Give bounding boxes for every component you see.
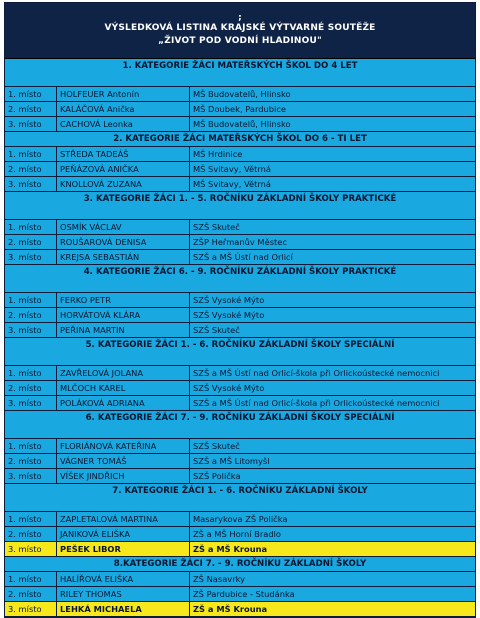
place-cell: 3. místo — [5, 323, 57, 337]
name-cell: JANIKOVÁ ELIŠKA — [57, 527, 190, 541]
table-row — [5, 602, 475, 617]
category-label: 5. KATEGORIE ŽÁCI 1. - 6. ROČNÍKU ZÁKLADNÍ ŠKOLY SPECIÁLNÍ — [85, 340, 395, 350]
school-cell: MŠ Doubek, Pardubice — [193, 104, 286, 114]
school-cell: ZŠP Heřmanův Městec — [193, 237, 287, 247]
school-cell: SZŠ a MŠ Litomyšl — [193, 456, 270, 466]
name-cell: HALÍŘOVÁ ELIŠKA — [57, 572, 190, 586]
place-cell: 3. místo — [5, 117, 57, 131]
school-cell: SZŠ Polička — [193, 471, 241, 481]
title-line-1: VÝSLEDKOVÁ LISTINA KRAJSKÉ VÝTVARNÉ SOUTĚŽE — [104, 22, 376, 33]
place-cell: 2. místo — [5, 162, 57, 176]
table-row — [5, 235, 475, 250]
place-cell: 1. místo — [5, 87, 57, 101]
table-row — [5, 87, 475, 102]
table-row — [5, 512, 475, 527]
school-cell: MŠ Budovatelů, Hlinsko — [193, 119, 291, 129]
table-row — [5, 527, 475, 542]
name-cell: KALÁČOVÁ Anička — [57, 102, 190, 116]
place-cell: 3. místo — [5, 396, 57, 410]
school-cell: MŠ Svitavy, Větrná — [193, 164, 271, 174]
school-cell: SZŠ a MŠ Ústí nad Orlicí — [193, 252, 293, 262]
category-label: 3. KATEGORIE ŽÁCI 1. - 5. ROČNÍKU ZÁKLADNÍ ŠKOLY PRAKTICKÉ — [83, 194, 397, 204]
table-row — [5, 162, 475, 177]
place-cell: 1. místo — [5, 293, 57, 307]
school-cell: MŠ Budovatelů, Hlinsko — [193, 89, 291, 99]
table-row — [5, 102, 475, 117]
name-cell: PEŠEK LIBOR — [57, 542, 190, 556]
school-cell: ZŠ a MŠ Krouna — [193, 544, 268, 554]
table-row — [5, 542, 475, 557]
category-label: 2. KATEGORIE ŽÁCI MATEŘSKÝCH ŠKOL DO 6 - TI LET — [113, 134, 367, 144]
place-cell: 1. místo — [5, 572, 57, 586]
place-cell: 2. místo — [5, 587, 57, 601]
school-cell: SZŠ a MŠ Ústí nad Orlicí-škola při Orlickoústecké nemocnici — [193, 368, 440, 378]
place-cell: 1. místo — [5, 512, 57, 526]
category-header-4 — [5, 265, 475, 293]
name-cell: VÁGNER TOMÁŠ — [57, 454, 190, 468]
place-cell: 1. místo — [5, 439, 57, 453]
place-cell: 1. místo — [5, 220, 57, 234]
place-cell: 2. místo — [5, 235, 57, 249]
category-header-7 — [5, 484, 475, 512]
name-cell: KNOLLOVÁ ZUZANA — [57, 177, 190, 191]
name-cell: HORVÁTOVÁ KLÁRA — [57, 308, 190, 322]
table-row — [5, 469, 475, 484]
place-cell: 2. místo — [5, 102, 57, 116]
school-cell: SZŠ Vysoké Mýto — [193, 383, 265, 393]
table-row — [5, 439, 475, 454]
school-cell: ZŠ Pardubice - Studánka — [193, 589, 295, 599]
table-row — [5, 381, 475, 396]
results-body — [5, 59, 475, 617]
name-cell: RILEY THOMAS — [57, 587, 190, 601]
place-cell: 3. místo — [5, 542, 57, 556]
place-cell: 2. místo — [5, 527, 57, 541]
table-row — [5, 396, 475, 411]
table-row — [5, 572, 475, 587]
school-cell: MŠ Svitavy, Větrná — [193, 179, 271, 189]
school-cell: ZŠ a MŠ Krouna — [193, 604, 268, 614]
name-cell: CACHOVÁ Leonka — [57, 117, 190, 131]
name-cell: ZAPLETALOVÁ MARTINA — [57, 512, 190, 526]
table-row — [5, 293, 475, 308]
results-table — [4, 2, 476, 618]
name-cell: STŘEDA TADEÁŠ — [57, 147, 190, 161]
name-cell: LEHKÁ MICHAELA — [57, 602, 190, 616]
school-cell: ZŠ a MŠ Horní Bradlo — [193, 529, 281, 539]
table-row — [5, 147, 475, 162]
name-cell: KREJSA SEBASTIÁN — [57, 250, 190, 264]
category-label: 8.KATEGORIE ŽÁCI 7. - 9. ROČNÍKU ZÁKLADNÍ ŠKOLY — [113, 559, 367, 569]
title-mark: ; — [238, 12, 242, 23]
category-header-1 — [5, 59, 475, 87]
table-row — [5, 220, 475, 235]
table-row — [5, 117, 475, 132]
place-cell: 2. místo — [5, 381, 57, 395]
school-cell: Masarykova ZŠ Polička — [193, 514, 288, 524]
category-header-6 — [5, 411, 475, 439]
school-cell: SZŠ Skuteč — [193, 222, 240, 232]
category-header-8 — [5, 557, 475, 572]
name-cell: PEŘINA MARTIN — [57, 323, 190, 337]
name-cell: PEŇÁZOVÁ ANIČKA — [57, 162, 190, 176]
name-cell: POLÁKOVÁ ADRIANA — [57, 396, 190, 410]
school-cell: MŠ Hrdinice — [193, 149, 243, 159]
title-line-2: „ŽIVOT POD VODNÍ HLADINOU" — [158, 35, 322, 46]
school-cell: SZŠ a MŠ Ústí nad Orlicí-škola při Orlickoústecké nemocnici — [193, 398, 440, 408]
name-cell: MLČOCH KAREL — [57, 381, 190, 395]
table-row — [5, 250, 475, 265]
table-row — [5, 454, 475, 469]
category-label: 4. KATEGORIE ŽÁCI 6. - 9. ROČNÍKU ZÁKLADNÍ ŠKOLY PRAKTICKÉ — [83, 267, 397, 277]
place-cell: 1. místo — [5, 147, 57, 161]
document-title — [5, 3, 475, 59]
name-cell: FLORIÁNOVÁ KATEŘINA — [57, 439, 190, 453]
table-row — [5, 308, 475, 323]
school-cell: SZŠ Skuteč — [193, 441, 240, 451]
table-row — [5, 177, 475, 192]
category-header-3 — [5, 192, 475, 220]
name-cell: ZAVŘELOVÁ JOLANA — [57, 366, 190, 380]
school-cell: SZŠ Vysoké Mýto — [193, 310, 265, 320]
name-cell: OSMÍK VÁCLAV — [57, 220, 190, 234]
category-header-5 — [5, 338, 475, 366]
place-cell: 3. místo — [5, 177, 57, 191]
school-cell: ZŠ Nasavrky — [193, 574, 246, 584]
place-cell: 3. místo — [5, 602, 57, 616]
name-cell: VÍŠEK JINDŘICH — [57, 469, 190, 483]
place-cell: 3. místo — [5, 250, 57, 264]
category-header-2 — [5, 132, 475, 147]
table-row — [5, 587, 475, 602]
table-row — [5, 366, 475, 381]
name-cell: HOLFEUER Antonín — [57, 87, 190, 101]
place-cell: 3. místo — [5, 469, 57, 483]
table-row — [5, 323, 475, 338]
place-cell: 2. místo — [5, 308, 57, 322]
category-label: 7. KATEGORIE ŽÁCI 1. - 6. ROČNÍKU ZÁKLADNÍ ŠKOLY — [112, 486, 368, 496]
school-cell: SZŠ Skuteč — [193, 325, 240, 335]
school-cell: SZŠ Vysoké Mýto — [193, 295, 265, 305]
name-cell: FERKO PETR — [57, 293, 190, 307]
place-cell: 2. místo — [5, 454, 57, 468]
place-cell: 1. místo — [5, 366, 57, 380]
name-cell: ROUŠAROVÁ DENISA — [57, 235, 190, 249]
category-label: 6. KATEGORIE ŽÁCI 7. - 9. ROČNÍKU ZÁKLADNÍ ŠKOLY SPECIÁLNÍ — [85, 413, 395, 423]
category-label: 1. KATEGORIE ŽÁCI MATEŘSKÝCH ŠKOL DO 4 LET — [122, 61, 358, 71]
